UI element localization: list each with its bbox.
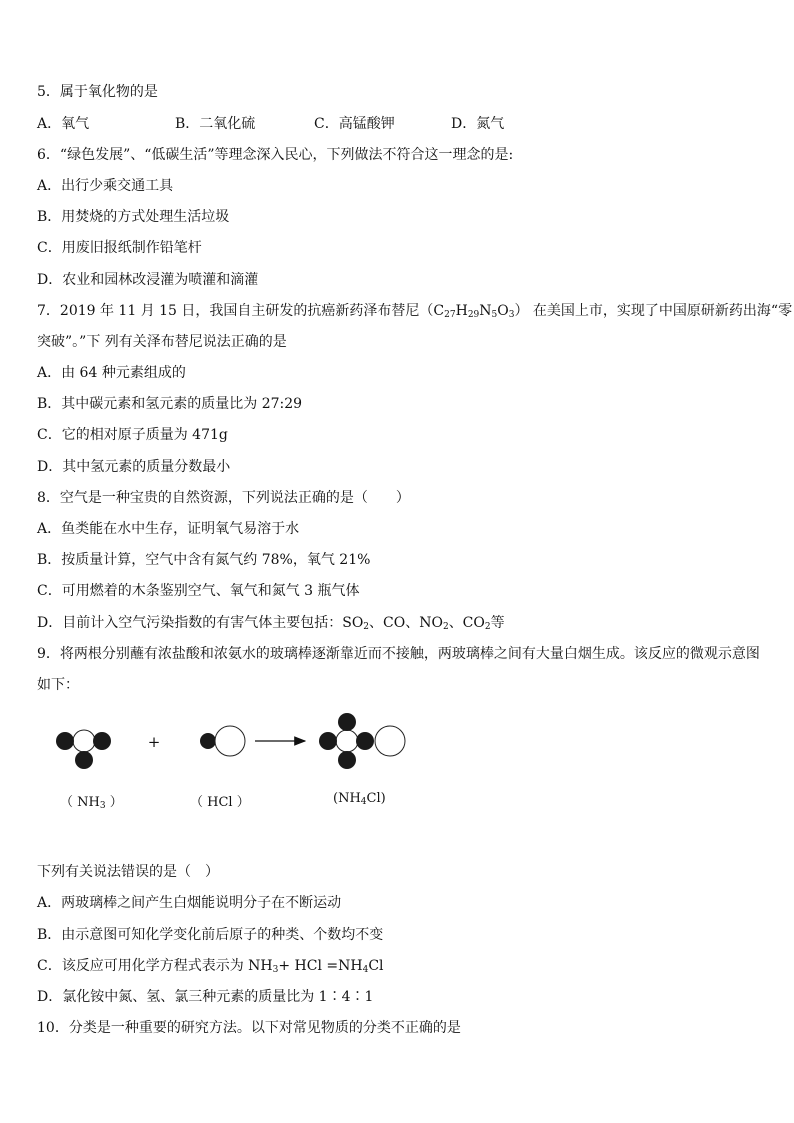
q8-option-b[interactable]: B．按质量计算，空气中含有氮气约 78%，氧气 21% — [37, 552, 371, 568]
q8-option-c[interactable]: C．可用燃着的木条鉴别空气、氧气和氮气 3 瓶气体 — [37, 583, 360, 599]
q5-option-b[interactable]: B．二氧化硫 — [175, 116, 256, 132]
q7-stem-line2: 突破”。”下 列有关泽布替尼说法正确的是 — [37, 334, 287, 350]
q6-option-a[interactable]: A．出行少乘交通工具 — [37, 178, 174, 194]
hcl-hydrogen-atom — [200, 733, 216, 749]
q9-question: 下列有关说法错误的是（ ） — [37, 864, 219, 880]
q6-stem: 6．“绿色发展”、“低碳生活”等理念深入民心，下列做法不符合这一理念的是: — [37, 147, 514, 163]
q9-option-d[interactable]: D．氯化铵中氮、氢、氯三种元素的质量比为 1∶4∶1 — [37, 989, 374, 1005]
nh4cl-hydrogen-atom-right — [356, 732, 374, 750]
nh3-hydrogen-atom-right — [93, 732, 111, 750]
q7-stem-line1: 7．2019 年 11 月 15 日，我国自主研发的抗癌新药泽布替尼$(C_{27}H_{29}N_5O_3)$ 在美国上市，实现了中国原研新药出海“零 — [37, 303, 793, 320]
nh3-hydrogen-atom-left — [56, 732, 74, 750]
q7-option-a[interactable]: A．由 64 种元素组成的 — [37, 365, 186, 381]
q7-option-d[interactable]: D．其中氢元素的质量分数最小 — [37, 459, 231, 475]
nh4cl-hydrogen-atom-left — [319, 732, 337, 750]
q8-option-d[interactable]: D．目前计入空气污染指数的有害气体主要包括：$SO_2$、CO、$NO_2$、$CO_2$等 — [37, 615, 505, 632]
q9-option-c[interactable]: C．该反应可用化学方程式表示为 $NH_3+$ HCl $=NH_4Cl$ — [37, 958, 384, 975]
reaction-diagram-svg — [0, 700, 794, 830]
q5-option-a[interactable]: A．氧气 — [37, 116, 90, 132]
nh4cl-hydrogen-atom-bottom — [338, 751, 356, 769]
hcl-chlorine-atom — [215, 726, 245, 756]
q8-stem: 8．空气是一种宝贵的自然资源，下列说法正确的是（ ） — [37, 490, 410, 506]
plus-sign: + — [147, 733, 161, 751]
hcl-molecule — [200, 726, 245, 756]
q9-stem-line1: 9．将两根分别蘸有浓盐酸和浓氨水的玻璃棒逐渐靠近而不接触，两玻璃棒之间有大量白烟生成。该反应的微观示意图 — [37, 646, 760, 662]
nh4cl-hydrogen-atom-top — [338, 713, 356, 731]
q7-option-b[interactable]: B．其中碳元素和氢元素的质量比为 27:29 — [37, 396, 303, 412]
q7-option-c[interactable]: C．它的相对原子质量为 471g — [37, 427, 228, 443]
reaction-diagram — [0, 700, 794, 830]
q6-option-c[interactable]: C．用废旧报纸制作铅笔杆 — [37, 240, 202, 256]
q10-stem: 10．分类是一种重要的研究方法。以下对常见物质的分类不正确的是 — [37, 1020, 461, 1036]
q9-option-a[interactable]: A．两玻璃棒之间产生白烟能说明分子在不断运动 — [37, 895, 342, 911]
nh4cl-molecule — [319, 713, 405, 769]
nh4cl-chlorine-atom — [375, 726, 405, 756]
q5-option-d[interactable]: D．氮气 — [451, 116, 505, 132]
q8-option-a[interactable]: A．鱼类能在水中生存，证明氧气易溶于水 — [37, 521, 300, 537]
caption-hcl: （ HCl ） — [190, 795, 250, 810]
caption-nh4cl: $(NH_4Cl)$ — [333, 791, 386, 807]
q9-option-b[interactable]: B．由示意图可知化学变化前后原子的种类、个数均不变 — [37, 927, 384, 943]
q5-stem: 5．属于氧化物的是 — [37, 84, 158, 100]
nh4cl-nitrogen-atom — [336, 730, 358, 752]
nh3-nitrogen-atom — [73, 730, 95, 752]
q5-option-c[interactable]: C．高锰酸钾 — [314, 116, 395, 132]
q9-stem-line2: 如下： — [37, 677, 79, 693]
nh3-hydrogen-atom-bottom — [75, 751, 93, 769]
q6-option-d[interactable]: D．农业和园林改浸灌为喷灌和滴灌 — [37, 272, 259, 288]
q6-option-b[interactable]: B．用焚烧的方式处理生活垃圾 — [37, 209, 230, 225]
nh3-molecule — [56, 730, 111, 769]
caption-nh3: （ $NH_3$ ） — [60, 795, 123, 811]
